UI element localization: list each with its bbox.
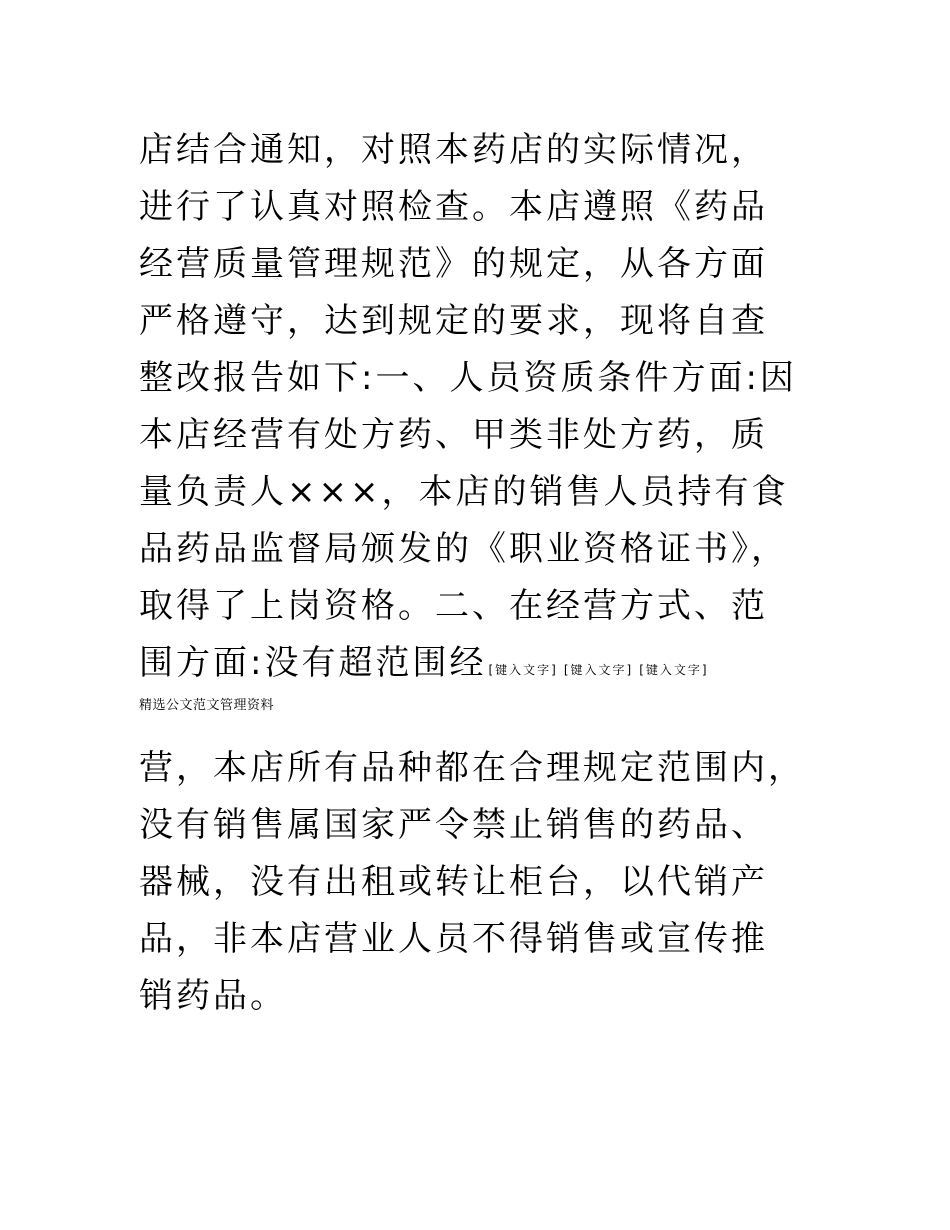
footer-label: 精选公文范文管理资料 (139, 698, 275, 713)
header-placeholder-group (488, 663, 714, 677)
text-line: 器械，没有出租或转让柜台，以代销产 (139, 862, 768, 902)
placeholder-text[interactable]: [键入文字] (488, 663, 558, 677)
text-line: 取得了上岗资格。二、在经营方式、范 (139, 586, 768, 626)
text-line: 没有销售属国家严令禁止销售的药品、 (139, 805, 768, 845)
body-text-section-2 (139, 740, 819, 1025)
placeholder-text[interactable]: [键入文字] (639, 663, 709, 677)
text-line: 整改报告如下:一、人员资质条件方面:因 (139, 358, 797, 398)
text-line: 经营质量管理规范》的规定，从各方面 (139, 244, 768, 284)
body-text-section-1 (139, 122, 819, 692)
text-line: 销药品。 (139, 976, 287, 1016)
placeholder-text[interactable]: [键入文字] (563, 663, 634, 677)
text-line: 品，非本店营业人员不得销售或宣传推 (139, 919, 768, 959)
text-line: 进行了认真对照检查。本店遵照《药品 (139, 187, 768, 227)
text-line: 店结合通知，对照本药店的实际情况， (139, 130, 768, 170)
text-line-end: 围方面:没有超范围经 (139, 643, 487, 683)
text-line: 本店经营有处方药、甲类非处方药，质 (139, 415, 768, 455)
text-line: 营，本店所有品种都在合理规定范围内， (139, 748, 805, 788)
text-line: 品药品监督局颁发的《职业资格证书》， (139, 529, 788, 569)
text-line-with-placeholders (139, 635, 819, 692)
text-line: 严格遵守，达到规定的要求，现将自查 (139, 301, 768, 341)
text-line: 量负责人×××，本店的销售人员持有食 (139, 472, 789, 512)
